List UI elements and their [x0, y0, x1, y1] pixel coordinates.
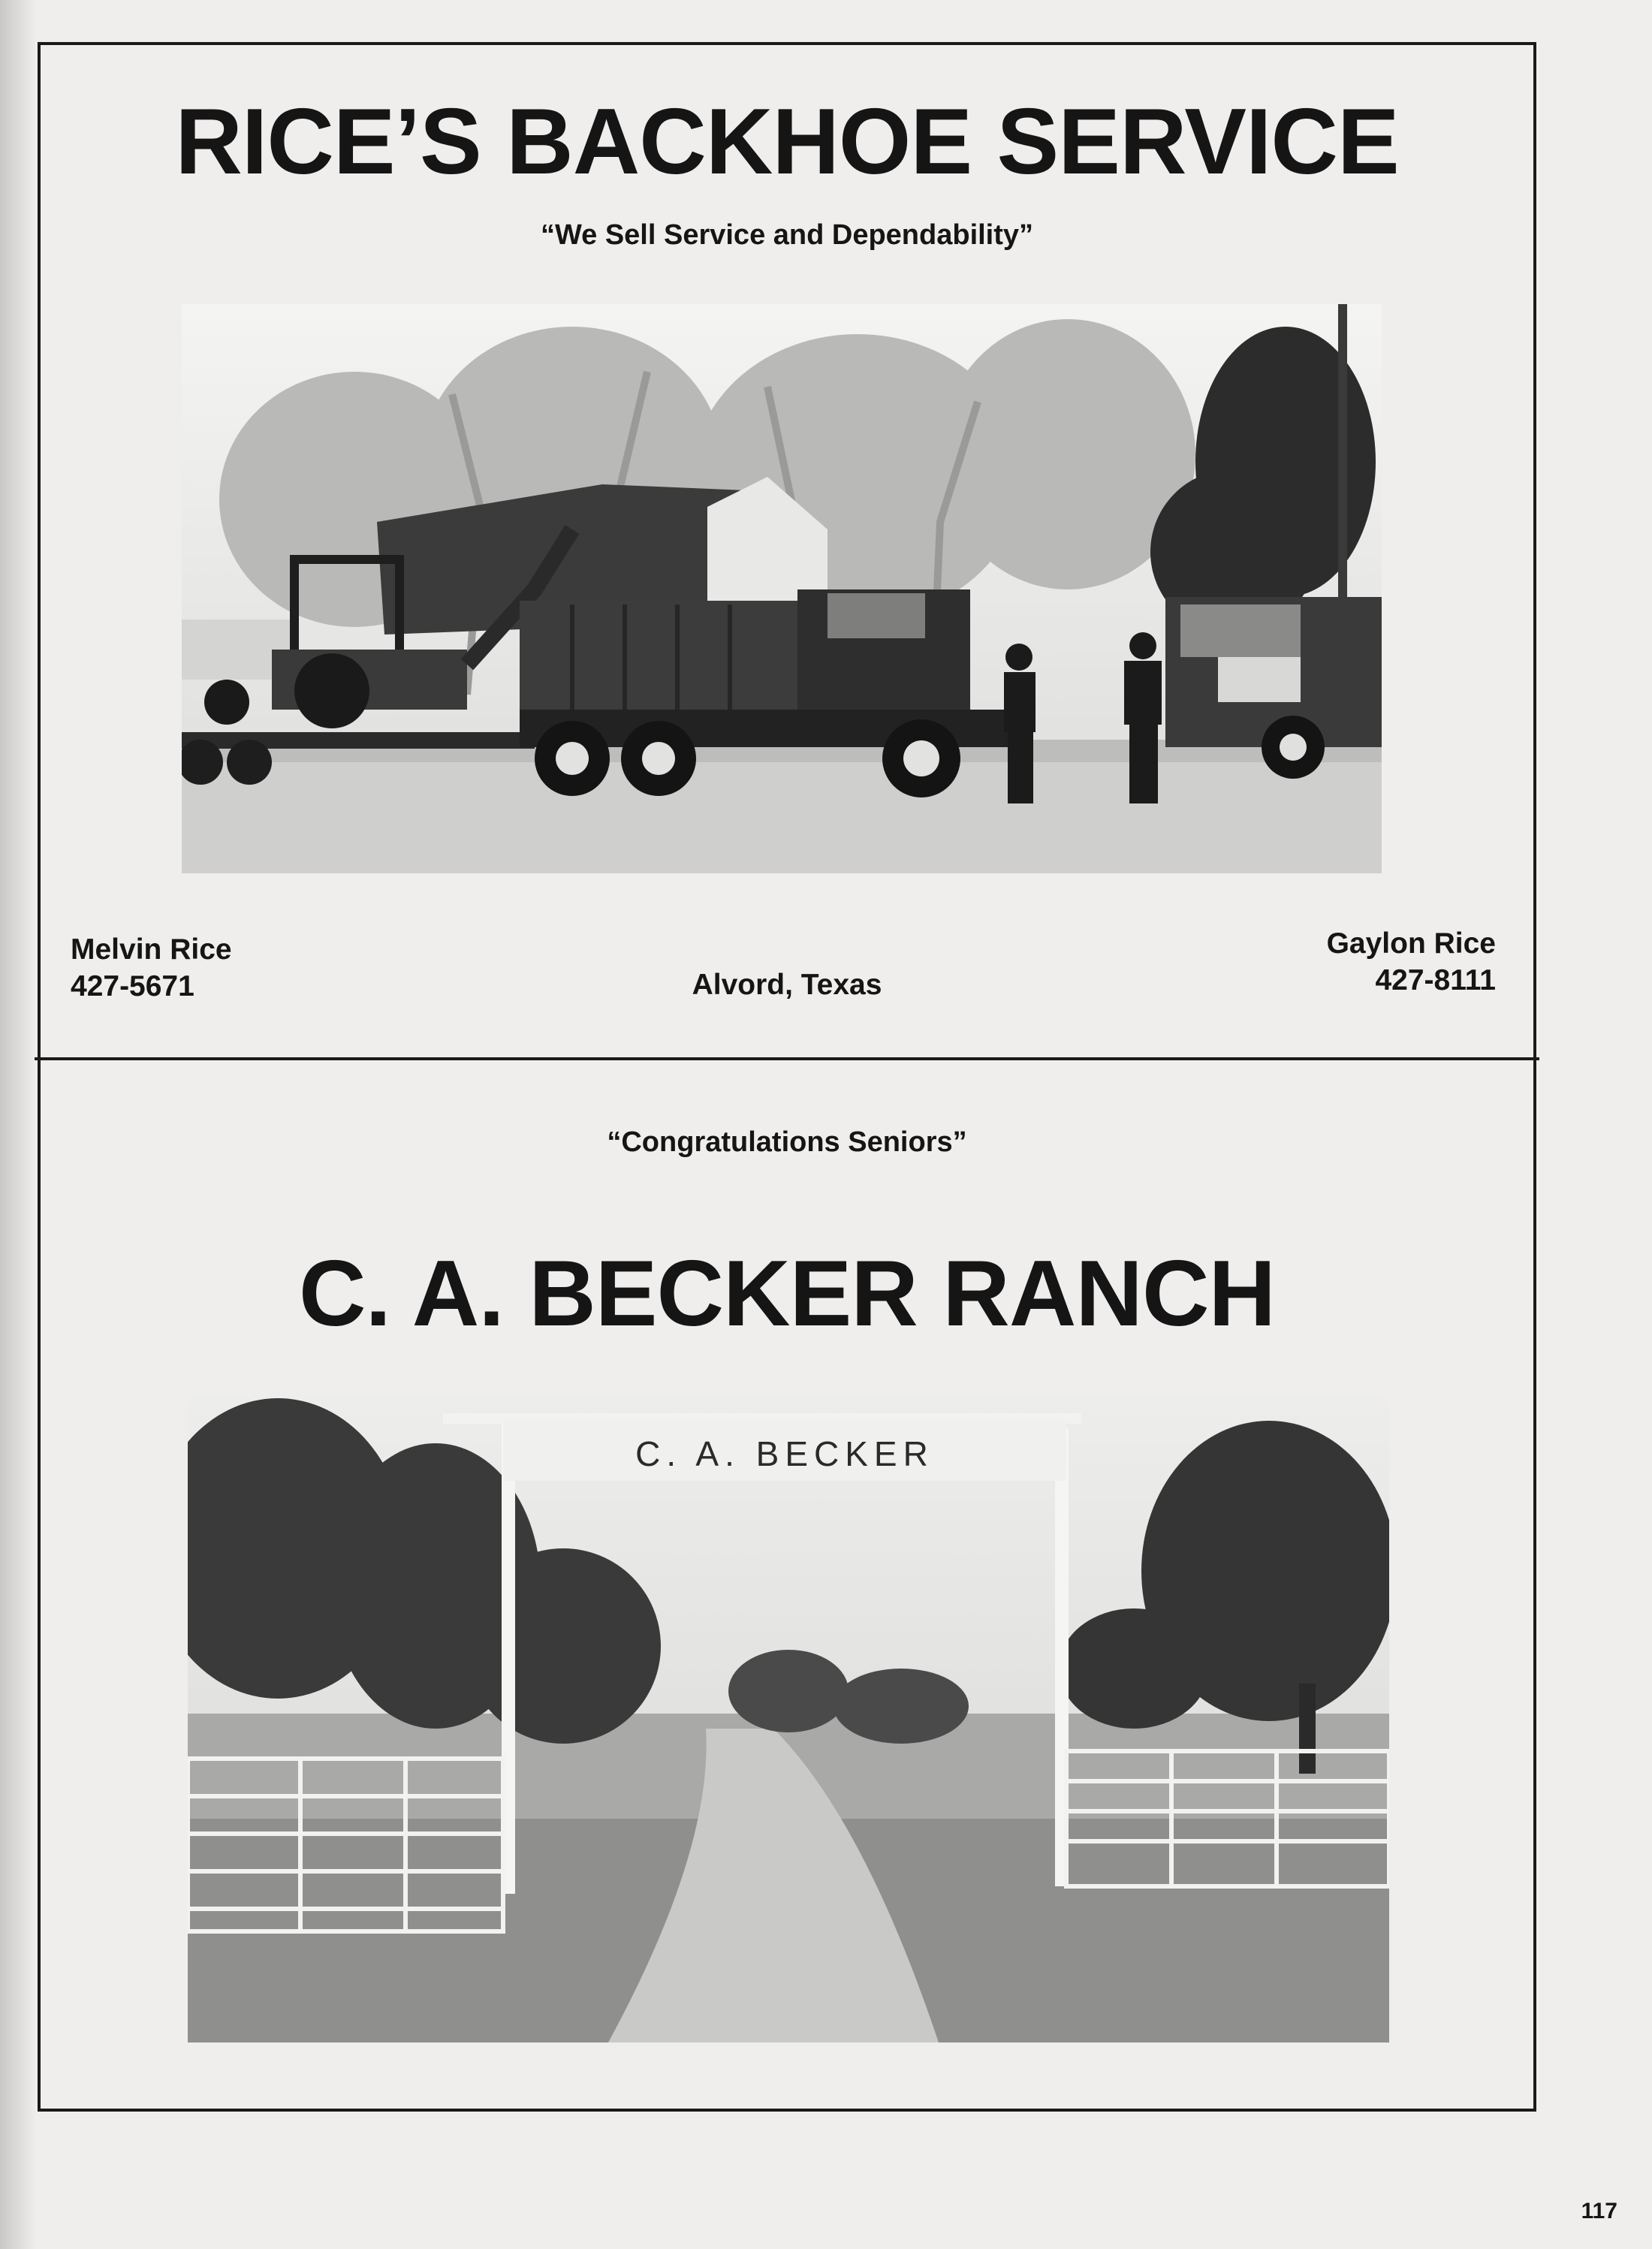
- rice-ad-title: RICE’S BACKHOE SERVICE: [175, 90, 1399, 194]
- becker-ad-slogan: “Congratulations Seniors”: [607, 1126, 967, 1158]
- rice-ad-slogan: “We Sell Service and Dependability”: [540, 219, 1034, 251]
- contact-melvin-phone: 427-5671: [71, 970, 194, 1002]
- contact-gaylon-name: Gaylon Rice: [1326, 927, 1496, 960]
- binding-shadow: [0, 0, 36, 2249]
- contact-melvin-name: Melvin Rice: [71, 933, 232, 966]
- ranch-gate-photo: [188, 1398, 1389, 2042]
- ad-divider: [35, 1057, 1539, 1060]
- becker-ad-title: C. A. BECKER RANCH: [298, 1242, 1276, 1346]
- location-text: Alvord, Texas: [692, 969, 882, 1001]
- contact-gaylon-phone: 427-8111: [1375, 964, 1496, 996]
- gate-sign-text: C. A. BECKER: [635, 1434, 934, 1473]
- trucks-photo: [182, 304, 1382, 873]
- page-number: 117: [1581, 2199, 1617, 2223]
- contact-gaylon: [1327, 925, 1496, 999]
